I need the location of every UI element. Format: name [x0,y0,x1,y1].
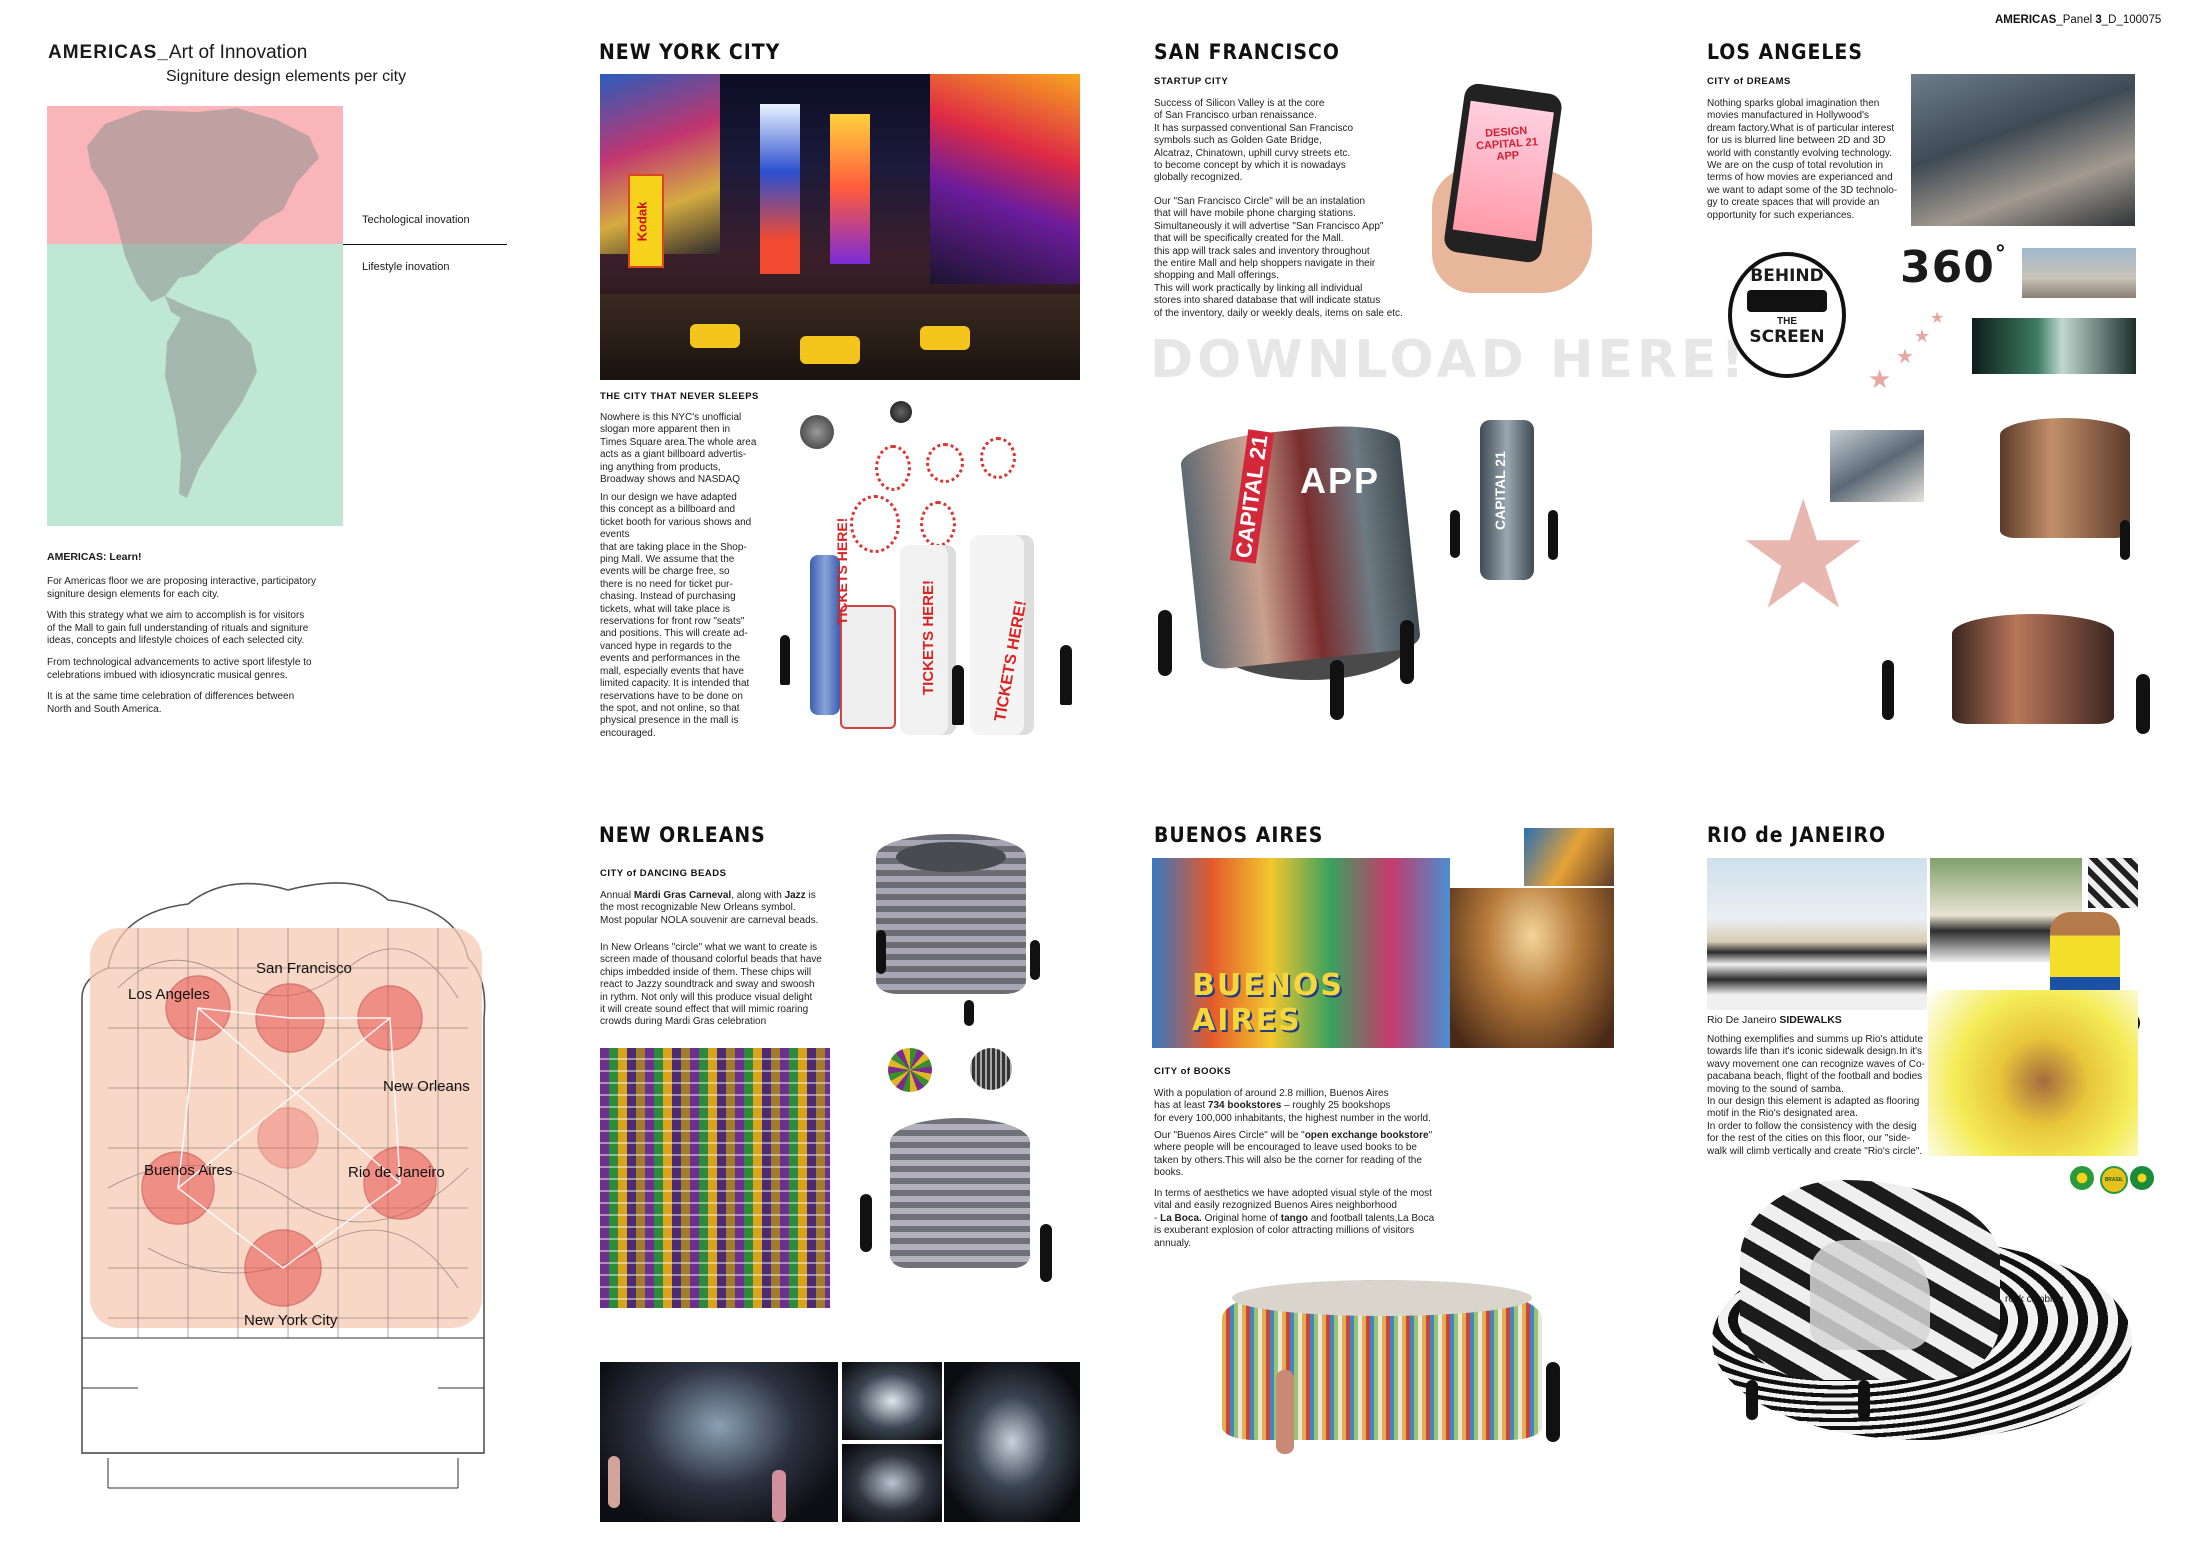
phone-app-text: DESIGN CAPITAL 21 APP [1475,124,1539,164]
sf-render [1150,410,1570,720]
person-silhouette [1060,645,1072,705]
person-silhouette [1030,940,1040,980]
person-silhouette [876,930,886,974]
person-silhouette [1330,660,1344,720]
no-paragraph-2: In New Orleans "circle" what we want to create is screen made of thousand colorful beads that have chips imbedded inside of them. These chips will react to Jazzy soundtrack and sway and swoosh in rythm. Not only will this produce visual delight it will create sound effect that will mimic roaring crowds during Mardi Gras celebration [600,942,822,1028]
person-silhouette [1548,510,1558,560]
cinema-drum-bottom [1952,614,2114,724]
no-p1-post: is the most recognizable New Orleans symbol. Most popular NOLA souvenir are carneval beads. [600,890,819,926]
kiosk-drum [1179,419,1422,671]
ba-paragraph-3 [1154,1188,1474,1250]
life-label: Lifestyle inovation [362,261,450,273]
bookstore-photo [1450,888,1614,1048]
no-p1-bold-2: Jazz [784,890,806,901]
la-paragraph-1: Nothing sparks global imagination then movies manufactured in Hollywood's dream factory.What is of particular interest for us is blurred line between 2D and 3D world with constantly evolving technology. We are on the cusp of total revolution in terms of how movies are experianced and we want to adapt some of the 3D technolo- gy to create spaces that will provide an opportunity for such experiances. [1707,98,1898,221]
ba-p2-pre: Our "Buenos Aires Circle" will be " [1154,1130,1305,1141]
la-title: LOS ANGELES [1707,40,1863,64]
sf-paragraph-2: Our "San Francisco Circle" will be an instalation that will have mobile phone charging stations. Simultaneously it will advertise "San Francisco App" that will be specifically created for the Mall. this app will track sales and inventory throughout the entire Mall and help shoppers navigate in their shopping and Mall offerings. This will work practically by linking all individual stores into shared database that will indicate status of the inventory, daily or weekly deals, items on sale etc. [1154,196,1403,319]
plan-label-new-york: New York City [244,1312,338,1329]
bead-drum-bottom [890,1118,1030,1268]
ring-2 [926,443,964,483]
brasil-badge-3 [2130,1166,2154,1190]
wave-pattern-photo [2088,858,2138,908]
intro-paragraph: With this strategy what we aim to accomplish is for visitors of the Mall to gain full understanding of rituals and signiture ideas, concepts and lifestyle choices of each selected city. [47,610,309,647]
intro-paragraph: It is at the same time celebration of differences between North and South America. [47,691,295,715]
badge-mid-text: THE [1777,316,1797,327]
light-detail-photo-2 [944,1362,1080,1522]
panel-number: 3 [2095,14,2102,26]
cinema-photo [1972,318,2136,374]
person-silhouette [2136,674,2150,734]
person-silhouette [952,665,964,725]
star-icon: ★ [1896,346,1914,368]
tech-label: Techological inovation [362,214,470,226]
ticket-text-2: TICKETS HERE! [920,579,937,695]
taxi-2 [800,336,860,364]
brasil-badge-text: BRASIL [2104,1177,2124,1183]
ba-p1-bold: 734 bookstores [1207,1100,1282,1112]
cinema-drum-top [2000,418,2130,538]
ticket-text-1: TICKETS HERE! [834,517,850,625]
person-silhouette [608,1456,620,1508]
badge-top-text: BEHIND [1750,266,1824,286]
ring-5 [920,501,956,547]
person-silhouette [1158,610,1172,676]
times-square-photo [600,74,1080,380]
la-boca-sign: BUENOS AIRES [1192,968,1344,1038]
boca-mural-photo [1524,828,1614,886]
continents-silhouette [47,106,343,526]
plan-label-new-orleans: New Orleans [383,1078,470,1095]
nyc-subtitle: THE CITY THAT NEVER SLEEPS [600,391,759,402]
intro-paragraph: For Americas floor we are proposing interactive, participatory signiture design elements for each city. [47,576,317,600]
ba-p1-pre: With a population of around 2.8 million, Buenos Aires has at least [1154,1088,1389,1112]
download-heading: DOWNLOAD HERE! [1150,330,1749,390]
nyc-title: NEW YORK CITY [599,40,781,64]
star-icon: ★ [1914,326,1931,346]
no-p1-pre: Annual [600,890,634,901]
la-subtitle: CITY of DREAMS [1707,76,1791,87]
brasil-badge-1 [2070,1166,2094,1190]
ba-paragraph-2 [1154,1130,1474,1180]
light-installation-photo [600,1362,838,1522]
person-silhouette [1882,660,1894,720]
americas-map [47,106,343,526]
billboard-center-2 [830,114,870,264]
ba-paragraph-1 [1154,1088,1474,1125]
billboard-center [760,104,800,274]
bead-sample-2 [970,1048,1012,1090]
ring-3 [850,495,900,553]
plan-label-los-angeles: Los Angeles [128,986,210,1003]
big-star-icon: ★ [1736,471,1871,639]
ba-p2-post: " where people will be encouraged to leave used books to be taken by others.This will also be the corner for reading of the books. [1154,1130,1433,1179]
person-silhouette [1040,1224,1052,1282]
bead-drum-top-opening [896,842,1006,872]
kodak-sign-text: Kodak [634,201,650,242]
person-silhouette [780,635,790,685]
walk-of-fame-stars [1860,300,1980,400]
star-icon: ★ [1930,310,1945,327]
ring-4 [980,437,1016,479]
nyc-paragraph-2: In our design we have adapted this concept as a billboard and ticket booth for various shows and events that are taking place in the Shop- ping Mall. We assume that the events will be charge free, so there is no need for ticket pur- chasing. Instead of purchasing tickets, what will take place is reservations for front row "seats" and positions. This will create ad- vanced hype in regards to the events and performances in the mall, especially events that have limited capacity. It is intended that reservations have to be done on the spot, and not online, so that physical presence in the mall is encouraged. [600,492,752,739]
ba-p3-bold-2: tango [1280,1212,1308,1224]
billboard-right [930,74,1080,284]
person-silhouette [1276,1370,1294,1454]
ba-p3-pre: In terms of aesthetics we have adopted visual style of the most vital and easily rezognized Buenos Aires neighborhood - [1154,1188,1432,1224]
intro-subtitle: Signiture design elements per city [166,68,407,85]
no-title: NEW ORLEANS [599,823,766,847]
ring-1 [875,445,911,491]
bead-sample-1 [888,1048,932,1092]
logo-360 [1900,242,2007,293]
degree-icon: ° [1994,242,2007,267]
no-p1-bold-1: Mardi Gras Carneval [633,890,732,901]
logo-360-text: 360 [1900,242,1995,293]
kiosk-text-app: APP [1300,460,1381,501]
person-silhouette [2120,520,2130,560]
la-photo [1911,74,2135,226]
taxi-3 [920,326,970,350]
light-detail-photo-1 [842,1362,942,1440]
panel-code: _D_100075 [2101,14,2162,26]
sf-paragraph-1: Success of Silicon Valley is at the core of San Francisco urban renaissance. It has surpassed conventional San Francisco symbols such as Golden Gate Bridge, Alcatraz, Chinatown, uphill curvy streets etc. to become concept by which it is nowadays globally recognized. [1154,98,1353,184]
badge-bottom-text: SCREEN [1749,327,1825,347]
samba-dancer-photo [1928,990,2138,1156]
plan-label-rio: Rio de Janeiro [348,1164,445,1181]
badge-glasses [1747,290,1827,312]
ba-title: BUENOS AIRES [1154,823,1324,847]
nyc-render [780,395,1080,740]
la-boca-photo [1152,858,1450,1048]
person-silhouette [1746,1380,1758,1420]
person-silhouette [964,1000,974,1026]
rio-title: RIO de JANEIRO [1707,823,1887,847]
rio-subtitle [1707,1014,1842,1026]
light-detail-photo-3 [842,1444,942,1522]
taxi-1 [690,324,740,348]
person-silhouette [1450,510,1460,558]
behind-the-screen-badge [1728,252,1846,378]
person-silhouette [1858,1380,1870,1420]
plan-label-buenos-aires: Buenos Aires [144,1162,233,1179]
ba-p2-bold: open exchange bookstore [1304,1130,1429,1141]
no-paragraph-1 [600,890,820,927]
phone-in-hand [1432,88,1612,293]
phone-screen [1453,101,1554,241]
panel-header [1995,14,2161,26]
no-p1-mid: , along with [731,890,785,901]
ba-p3-bold-1: La Boca. [1160,1212,1202,1224]
no-subtitle: CITY of DANCING BEADS [600,868,727,879]
nyc-paragraph-1: Nowhere is this NYC's unofficial slogan more apparent then in Times Square area.The whole area acts as a giant billboard advertis- ing anything from products, Broadway shows and NASDAQ [600,412,757,486]
person-silhouette [1546,1362,1560,1442]
intro-title-rest: Art of Innovation [168,42,308,63]
ba-p3-post: and football talents,La Boca is exuberant explosion of color attracting millions of visitors annualy. [1154,1212,1435,1249]
kiosk-text-capital: CAPITAL 21 [1230,429,1274,563]
plan-label-san-francisco: San Francisco [256,960,352,977]
intro-title-bold: AMERICAS_ [48,42,169,63]
person-silhouette [1400,620,1414,684]
star-icon: ★ [1868,364,1892,394]
panorama-photo [2022,248,2136,298]
tech-divider [343,244,507,245]
person-silhouette [772,1470,786,1522]
intro-body [47,576,347,725]
beads-sample-1 [800,415,834,449]
ba-p3-mid: Original home of [1201,1212,1281,1224]
person-silhouette [860,1194,872,1252]
intro-paragraph: From technological advancements to active sport lifestyle to celebrations imbued with idiosyncratic musical genres. [47,656,312,681]
mardi-gras-beads [600,1048,830,1308]
copacabana-photo [1707,858,1927,1010]
ticket-text-3: TICKETS HERE! [992,599,1031,723]
beads-sample-2 [890,401,912,423]
rock-climbing-label: rock climbing [2005,1294,2064,1305]
intro-title [48,42,307,64]
small-kiosk-text: CAPITAL 21 [1492,451,1508,530]
ba-subtitle: CITY of BOOKS [1154,1066,1232,1077]
learn-title: AMERICAS: Learn! [47,551,142,563]
panel-label: _Panel [2056,14,2096,26]
rio-sculpture-inner [1810,1240,1930,1350]
floor-plan [78,868,498,1498]
rio-subtitle-bold: SIDEWALKS [1779,1014,1842,1026]
ba-p1-post: – roughly 25 bookshops for every 100,000 inhabitants, the highest number in the world. [1154,1100,1431,1124]
panel-americas: AMERICAS [1995,14,2057,26]
sf-subtitle: STARTUP CITY [1154,76,1229,87]
brasil-badge-2 [2100,1166,2128,1194]
rio-subtitle-pre: Rio De Janeiro [1707,1014,1780,1026]
sf-title: SAN FRANCISCO [1154,40,1340,64]
book-circle-top [1232,1280,1532,1316]
rio-paragraph-1: Nothing exemplifies and summs up Rio's attidute towards life than it's iconic sidewalk design.In it's wavy movement one can recognize waves of Co- pacabana beach, flight of the football and bodies moving to the sound of samba. In our design this element is adapted as flooring motif in the Rio's designated area. In order to follow the consistency with the desig for the rest of the cities on this floor, our "side- walk will climb vertically and create "Rio's circle". [1707,1034,1925,1157]
